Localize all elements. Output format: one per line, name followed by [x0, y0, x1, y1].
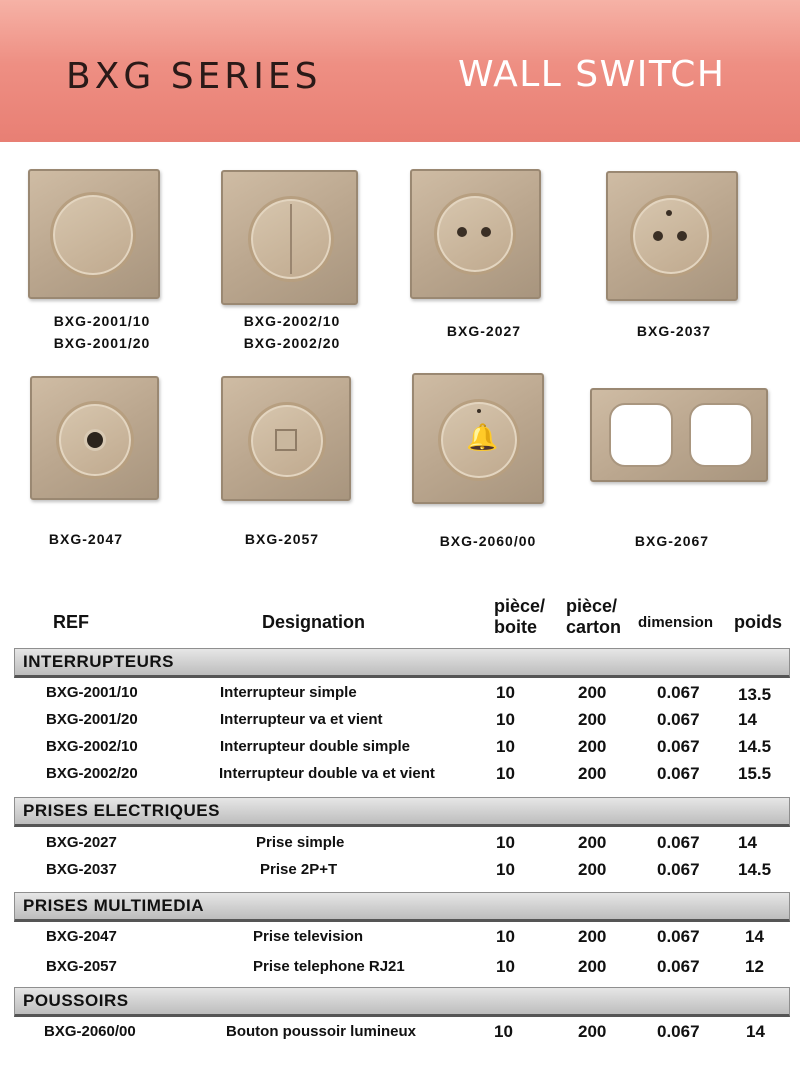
product-label-bxg-2037: BXG-2037 [636, 323, 712, 339]
product-label-bxg-2027: BXG-2027 [446, 323, 522, 339]
product-image-bxg-2047 [30, 376, 159, 500]
section-header-prises-multimedia: PRISES MULTIMEDIA [14, 892, 790, 922]
product-label-bxg-2067: BXG-2067 [634, 533, 710, 549]
header-banner [0, 0, 800, 142]
product-label-bxg-2060: BXG-2060/00 [439, 533, 537, 549]
product-label-bxg-2057: BXG-2057 [244, 531, 320, 547]
series-title: BXG SERIES [66, 56, 322, 97]
phone-socket-icon [248, 402, 326, 480]
product-label-bxg-2002: BXG-2002/10 BXG-2002/20 [243, 313, 341, 351]
section-header-interrupteurs: INTERRUPTEURS [14, 648, 790, 678]
tv-socket-icon [56, 401, 134, 479]
column-header-dimension: dimension [638, 614, 714, 631]
product-image-bxg-2067 [590, 388, 768, 482]
socket-2p-earth-icon [630, 195, 712, 277]
single-rocker-switch-icon [50, 192, 136, 278]
socket-2p-icon [434, 193, 516, 275]
column-header-ref: REF [53, 612, 89, 632]
section-header-poussoirs: POUSSOIRS [14, 987, 790, 1017]
section-header-prises-electriques: PRISES ELECTRIQUES [14, 797, 790, 827]
column-header-poids: poids [734, 612, 782, 632]
product-image-bxg-2060 [412, 373, 544, 504]
column-header-piece-boite: pièce/ boite [494, 596, 546, 637]
double-rocker-switch-icon [248, 196, 334, 282]
column-header-designation: Designation [262, 612, 366, 632]
page-title: WALL SWITCH [458, 54, 726, 95]
product-image-bxg-2037 [606, 171, 738, 301]
column-header-piece-carton: pièce/ carton [566, 596, 622, 637]
product-label-bxg-2047: BXG-2047 [48, 531, 124, 547]
doorbell-pushbutton-icon: 🔔 [438, 399, 520, 481]
product-image-bxg-2001 [28, 169, 160, 299]
product-image-bxg-2002 [221, 170, 358, 305]
product-image-bxg-2027 [410, 169, 541, 299]
product-image-bxg-2057 [221, 376, 351, 501]
product-label-bxg-2001: BXG-2001/10 BXG-2001/20 [53, 313, 151, 351]
